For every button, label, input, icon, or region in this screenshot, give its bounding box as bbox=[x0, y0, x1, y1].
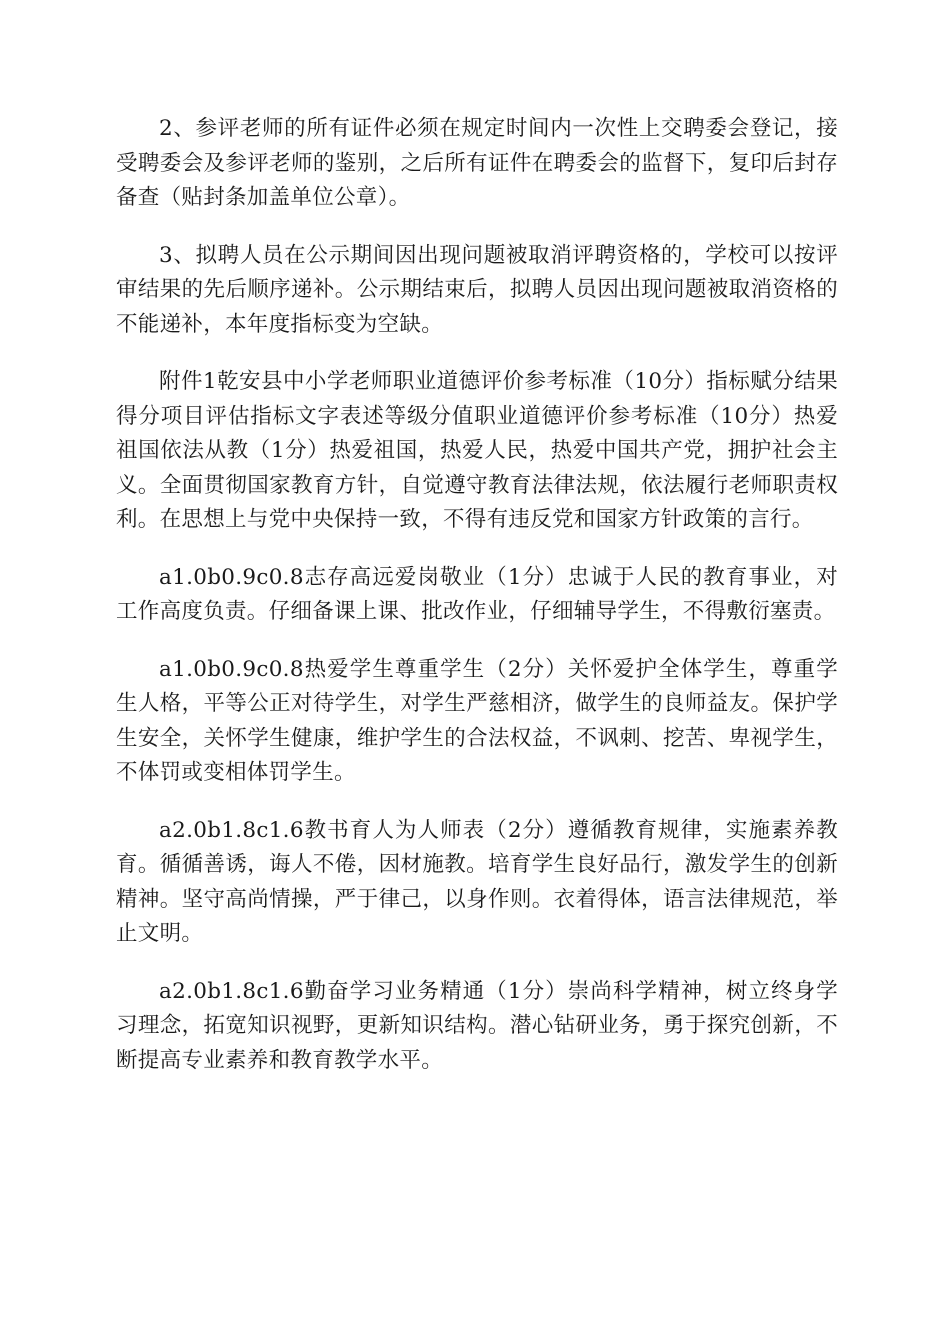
paragraph-criterion-diligent-study: a2.0b1.8c1.6勤奋学习业务精通（1分）崇尚科学精神，树立终身学习理念，拓宽知识视野，更新知识结构。潜心钻研业务，勇于探究创新，不断提高专业素养和教育教学水平。 bbox=[116, 978, 838, 1073]
paragraph-criterion-role-model: a2.0b1.8c1.6教书育人为人师表（2分）遵循教育规律，实施素养教育。循循善诱，诲人不倦，因材施教。培育学生良好品行，激发学生的创新精神。坚守高尚情操，严于律己，以身作则。衣着得体，语言法律规范，举止文明。 bbox=[116, 817, 838, 946]
paragraph-criterion-love-students: a1.0b0.9c0.8热爱学生尊重学生（2分）关怀爱护全体学生，尊重学生人格，平等公正对待学生，对学生严慈相济，做学生的良师益友。保护学生安全，关怀学生健康，维护学生的合法权益，不讽刺、挖苦、卑视学生，不体罚或变相体罚学生。 bbox=[116, 656, 838, 785]
document-body bbox=[116, 112, 838, 1101]
paragraph-attachment-1: 附件1乾安县中小学老师职业道德评价参考标准（10分）指标赋分结果得分项目评估指标文字表述等级分值职业道德评价参考标准（10分）热爱祖国依法从教（1分）热爱祖国，热爱人民，热爱中国共产党，拥护社会主义。全面贯彻国家教育方针，自觉遵守教育法律法规，依法履行老师职责权利。在思想上与党中央保持一致，不得有违反党和国家方针政策的言行。 bbox=[116, 369, 838, 532]
paragraph-criterion-aspiration: a1.0b0.9c0.8志存高远爱岗敬业（1分）忠诚于人民的教育事业，对工作高度负责。仔细备课上课、批改作业，仔细辅导学生，不得敷衍塞责。 bbox=[116, 564, 838, 624]
paragraph-item-3: 3、拟聘人员在公示期间因出现问题被取消评聘资格的，学校可以按评审结果的先后顺序递补。公示期结束后，拟聘人员因出现问题被取消资格的不能递补，本年度指标变为空缺。 bbox=[116, 242, 838, 337]
paragraph-item-2: 2、参评老师的所有证件必须在规定时间内一次性上交聘委会登记，接受聘委会及参评老师的鉴别，之后所有证件在聘委会的监督下，复印后封存备查（贴封条加盖单位公章）。 bbox=[116, 116, 838, 210]
